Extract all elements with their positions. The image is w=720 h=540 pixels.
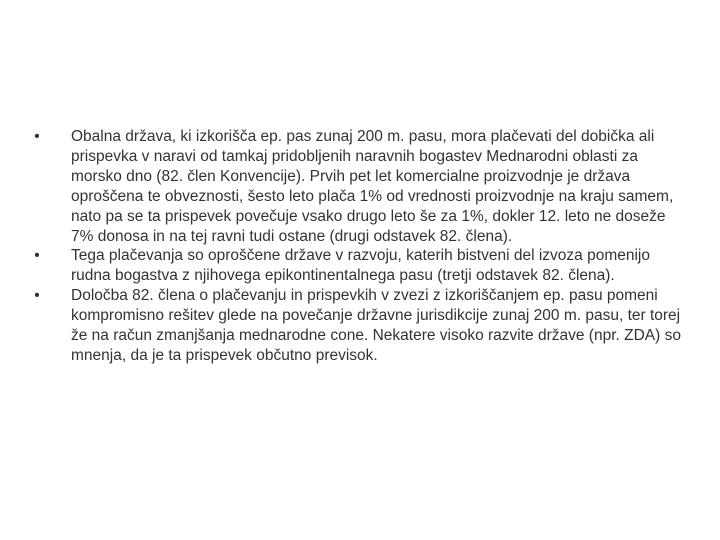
bullet-text: Obalna država, ki izkorišča ep. pas zunaj 200 m. pasu, mora plačevati del dobička ali prispevka v naravi od tamkaj pridobljenih naravnih bogastev Mednarodni oblasti za morsko dno (82. člen Konvencije). Prvih pet let komercialne proizvodnje je država oproščena te obveznosti, šesto leto plača 1% od vrednosti proizvodnje na kraju samem, nato pa se ta prispevek povečuje vsako drugo leto še za 1%, dokler 12. leto ne doseže 7% donosa in na tej ravni tudi ostane (drugi odstavek 82. člena). — [71, 128, 674, 245]
bullet-icon: • — [34, 247, 40, 265]
bullet-icon: • — [34, 287, 40, 305]
bullet-icon: • — [34, 128, 40, 145]
bullet-item — [32, 127, 682, 246]
bullet-list — [32, 127, 682, 366]
bullet-text: Določba 82. člena o plačevanju in prispevkih v zvezi z izkoriščanjem ep. pasu pomeni kompromisno rešitev glede na povečanje državne jurisdikcije zunaj 200 m. pasu, ter torej že na račun zmanjšanja mednarodne cone. Nekatere visoko razvite države (npr. ZDA) so mnenja, da je ta prispevek občutno previsok. — [71, 287, 681, 364]
bullet-item — [32, 286, 682, 366]
bullet-text: Tega plačevanja so oproščene države v razvoju, katerih bistveni del izvoza pomenijo rudna bogastva z njihovega epikontinentalnega pasu (tretji odstavek 82. člena). — [71, 247, 650, 285]
bullet-item — [32, 246, 682, 286]
